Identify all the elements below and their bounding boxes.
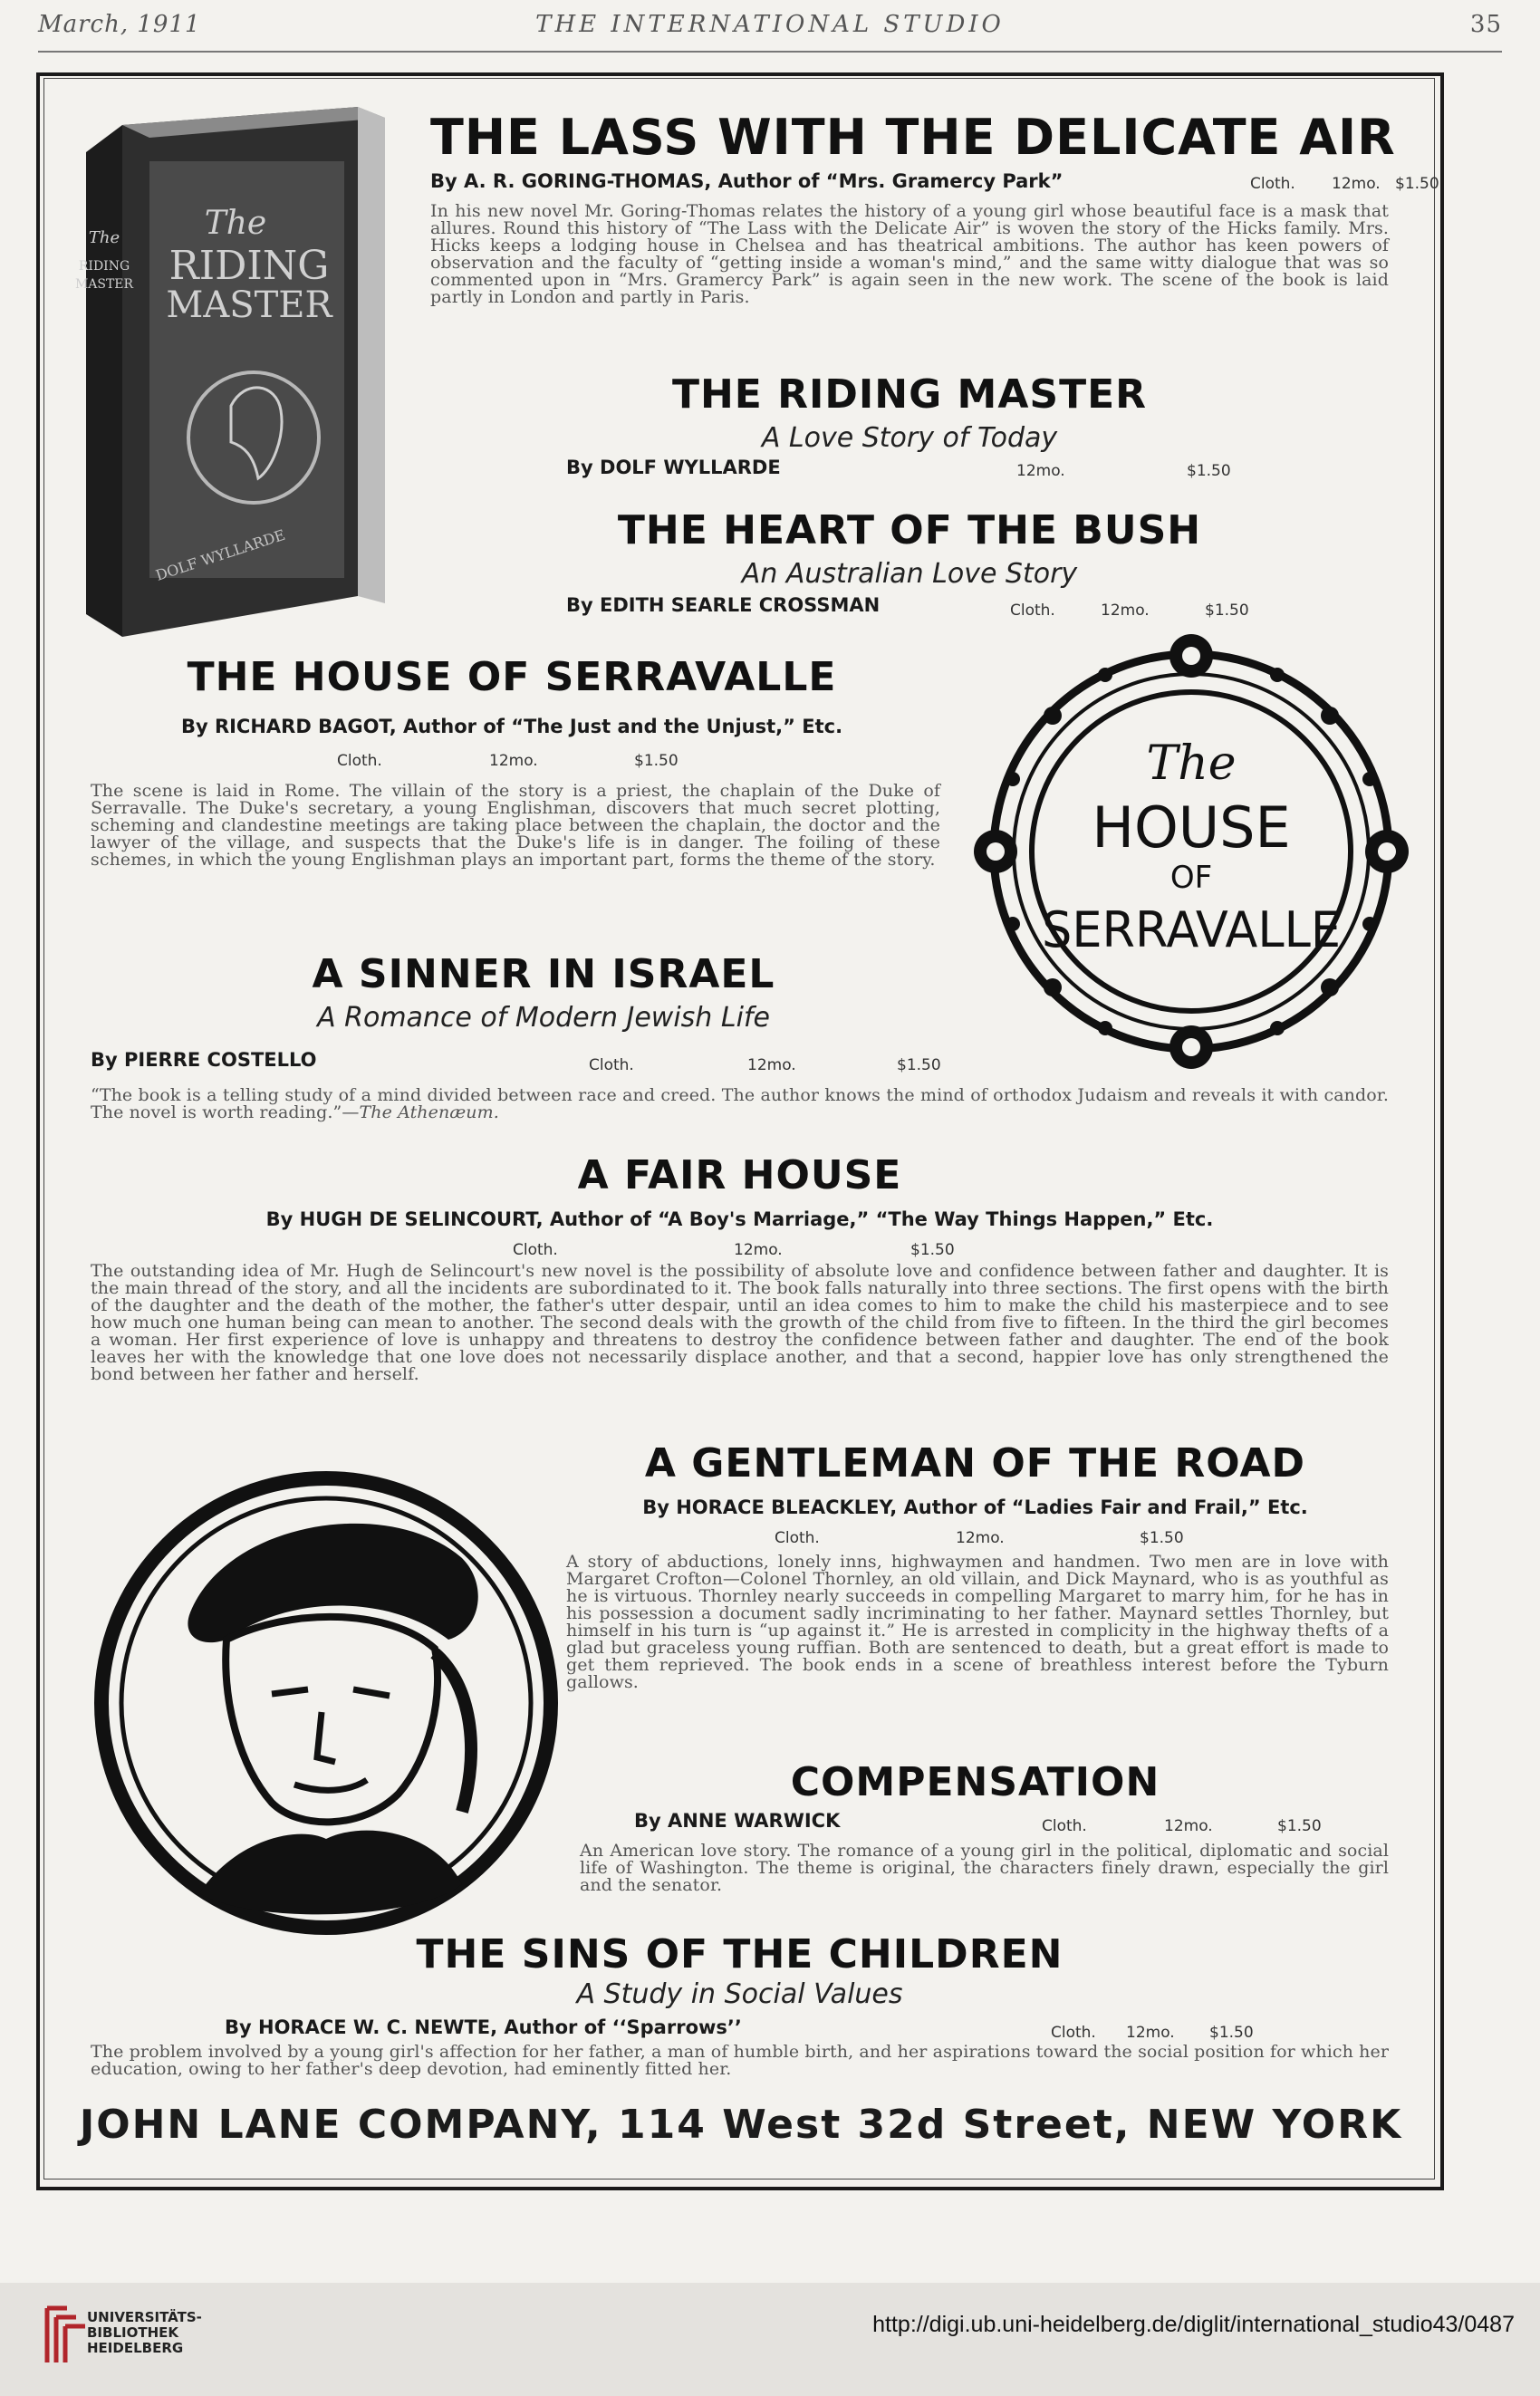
- compensation-description: An American love story. The romance of a young girl in the political, diplomatic and social life of Washington. The theme is original, the characters finely drawn, especially the girl and the senator.: [580, 1841, 1389, 1895]
- fair-byline: By HUGH DE SELINCOURT, Author of “A Boy's Marriage,” “The Way Things Happen,” Etc.: [265, 1208, 1214, 1230]
- gentleman-binding: Cloth.: [775, 1529, 820, 1547]
- gentleman-price: $1.50: [1140, 1529, 1184, 1547]
- sinner-quote-text: “The book is a telling study of a mind divided between race and creed. The author knows the mind of orthodox Judaism and reveals it with candor. The novel is worth reading.”—: [91, 1085, 1389, 1122]
- fair-price: $1.50: [910, 1241, 955, 1259]
- sinner-title: A SINNER IN ISRAEL: [312, 951, 775, 997]
- lass-title: THE LASS WITH THE DELICATE AIR: [430, 109, 1396, 166]
- lass-description: In his new novel Mr. Goring-Thomas relates the history of a young girl whose beautiful face is a mask that allures. Round this history of “The Lass with the Delicate Air” is woven the story of the Hicks family. Mrs. Hicks keeps a lodging house in Chelsea and has theatrical ambitions. The author has keen powers of observation and the faculty of “getting inside a woman's mind,” and the same witty dialogue that was so commented upon in “Mrs. Gramercy Park” is again seen in the new work. The scene of the book is laid partly in London and partly in Paris.: [430, 201, 1389, 307]
- heart-title: THE HEART OF THE BUSH: [617, 507, 1202, 553]
- sins-title: THE SINS OF THE CHILDREN: [416, 1931, 1064, 1977]
- book-cover-author: DOLF WYLLARDE: [153, 525, 288, 584]
- serravalle-wreath-emblem: [969, 634, 1413, 1069]
- fair-binding: Cloth.: [513, 1241, 558, 1259]
- serravalle-title: THE HOUSE OF SERRAVALLE: [187, 654, 837, 700]
- sinner-format: 12mo.: [747, 1056, 796, 1074]
- riding-price: $1.50: [1187, 462, 1231, 480]
- source-url[interactable]: http://digi.ub.uni-heidelberg.de/diglit/international_studio43/0487: [872, 2312, 1515, 2337]
- wreath-text-house: HOUSE: [1092, 794, 1291, 861]
- sinner-byline: By PIERRE COSTELLO: [91, 1049, 317, 1071]
- library-logo-icon: [40, 2299, 94, 2372]
- riding-master-book-illustration: [74, 107, 394, 637]
- library-name-line-2: BIBLIOTHEK: [87, 2324, 178, 2341]
- sinner-subtitle: A Romance of Modern Jewish Life: [317, 1002, 770, 1034]
- serravalle-price: $1.50: [634, 752, 679, 770]
- sinner-quote: [91, 1087, 1389, 1121]
- wreath-text-of: OF: [1169, 860, 1213, 896]
- compensation-byline: By ANNE WARWICK: [634, 1810, 841, 1832]
- highwayman-portrait-illustration: [91, 1458, 562, 1948]
- wreath-text-serravalle: SERRAVALLE: [1042, 901, 1341, 958]
- book-cover-title-3: MASTER: [166, 284, 332, 326]
- sins-byline: By HORACE W. C. NEWTE, Author of ‘‘Sparrows’’: [225, 2016, 742, 2038]
- heart-byline: By EDITH SEARLE CROSSMAN: [566, 594, 881, 616]
- sins-binding: Cloth.: [1051, 2024, 1096, 2042]
- fair-description: The outstanding idea of Mr. Hugh de Selincourt's new novel is the possibility of absolute love and confidence between father and daughter. It is the main thread of the story, and all the incidents are subordinated to it. The book falls naturally into three sections. The first opens with the birth of the daughter and the death of the mother, the father's utter despair, until an idea comes to him to make the child his masterpiece and to see how much one human being can mean to another. The second deals with the growth of the child from five to fifteen. In the third the girl becomes a woman. Her first experience of love is unhappy and threatens to destroy the confidence between father and daughter. The end of the book leaves her with the knowledge that one love does not necessarily displace another, and that a second, happier love has only strengthened the bond between her father and herself.: [91, 1261, 1389, 1384]
- serravalle-binding: Cloth.: [337, 752, 382, 770]
- library-name-line-3: HEIDELBERG: [87, 2340, 184, 2356]
- sinner-quote-source: The Athenæum.: [359, 1102, 499, 1122]
- digitization-footer: [0, 2283, 1540, 2396]
- running-head: [38, 11, 1502, 47]
- library-name-line-1: UNIVERSITÄTS-: [87, 2309, 202, 2325]
- serravalle-description: The scene is laid in Rome. The villain of the story is a priest, the chaplain of the Duke of Serravalle. The Duke's secretary, a young Englishman, discovers that much secret plotting, scheming and clandestine meetings are taking place between the chaplain, the doctor and the lawyer of the village, and suspects that the Duke's life is in danger. The foiling of these schemes, in which the young Englishman plays an important part, forms the theme of the story.: [91, 781, 940, 870]
- gentleman-description: A story of abductions, lonely inns, highwaymen and handmen. Two men are in love with Margaret Crofton—Colonel Thornley, an old villain, and Dick Maynard, who is as youthful as he is virtuous. Thornley nearly succeeds in compelling Margaret to marry him, for he has in his possession a document sadly incriminating to her father. Maynard settles Thornley, but himself in his turn is “up against it.” He is arrested in complicity in the highway thefts of a glad but graceless young ruffian. Both are sentenced to death, but a great effort is made to get them reprieved. The book ends in a scene of breathless interest before the Tyburn gallows.: [566, 1552, 1389, 1692]
- wreath-text-the: The: [1146, 736, 1237, 791]
- lass-byline: By A. R. GORING-THOMAS, Author of “Mrs. Gramercy Park”: [430, 170, 1064, 192]
- fair-format: 12mo.: [734, 1241, 783, 1259]
- riding-byline: By DOLF WYLLARDE: [566, 457, 781, 478]
- riding-format: 12mo.: [1016, 462, 1065, 480]
- sins-subtitle: A Study in Social Values: [576, 1978, 903, 2010]
- header-rule: [38, 51, 1502, 53]
- fair-title: A FAIR HOUSE: [577, 1152, 902, 1198]
- sins-price: $1.50: [1209, 2024, 1254, 2042]
- gentleman-title: A GENTLEMAN OF THE ROAD: [644, 1440, 1306, 1487]
- serravalle-byline: By RICHARD BAGOT, Author of “The Just and the Unjust,” Etc.: [180, 716, 843, 737]
- book-spine-text-3: MASTER: [74, 277, 134, 292]
- publisher-address: JOHN LANE COMPANY, 114 West 32d Street, NEW YORK: [79, 2102, 1403, 2148]
- issue-date: March, 1911: [38, 11, 201, 38]
- library-name: [87, 2310, 202, 2356]
- lass-price: $1.50: [1395, 175, 1439, 193]
- gentleman-format: 12mo.: [956, 1529, 1005, 1547]
- sinner-price: $1.50: [897, 1056, 941, 1074]
- gentleman-byline: By HORACE BLEACKLEY, Author of “Ladies Fair and Frail,” Etc.: [642, 1496, 1308, 1518]
- heart-price: $1.50: [1205, 601, 1249, 620]
- heart-binding: Cloth.: [1010, 601, 1055, 620]
- page-number: 35: [1469, 11, 1502, 38]
- serravalle-format: 12mo.: [489, 752, 538, 770]
- magazine-title: THE INTERNATIONAL STUDIO: [535, 11, 1005, 38]
- riding-subtitle: A Love Story of Today: [761, 422, 1058, 454]
- compensation-format: 12mo.: [1164, 1817, 1213, 1835]
- heart-format: 12mo.: [1101, 601, 1150, 620]
- book-cover-title-1: The: [204, 205, 267, 242]
- compensation-price: $1.50: [1277, 1817, 1322, 1835]
- book-cover-title-2: RIDING: [168, 243, 330, 289]
- book-spine-text-2: RIDING: [78, 259, 130, 274]
- compensation-binding: Cloth.: [1042, 1817, 1087, 1835]
- sins-description: The problem involved by a young girl's affection for her father, a man of humble birth, and her aspirations toward the social position for which her education, owing to her father's deep devotion, had eminently fitted her.: [91, 2042, 1389, 2079]
- heart-subtitle: An Australian Love Story: [741, 558, 1078, 590]
- compensation-title: COMPENSATION: [790, 1759, 1160, 1805]
- book-spine-text-1: The: [88, 228, 120, 247]
- riding-title: THE RIDING MASTER: [671, 371, 1148, 418]
- lass-binding: Cloth.: [1250, 175, 1295, 193]
- lass-format: 12mo.: [1332, 175, 1381, 193]
- sins-format: 12mo.: [1126, 2024, 1175, 2042]
- sinner-binding: Cloth.: [589, 1056, 634, 1074]
